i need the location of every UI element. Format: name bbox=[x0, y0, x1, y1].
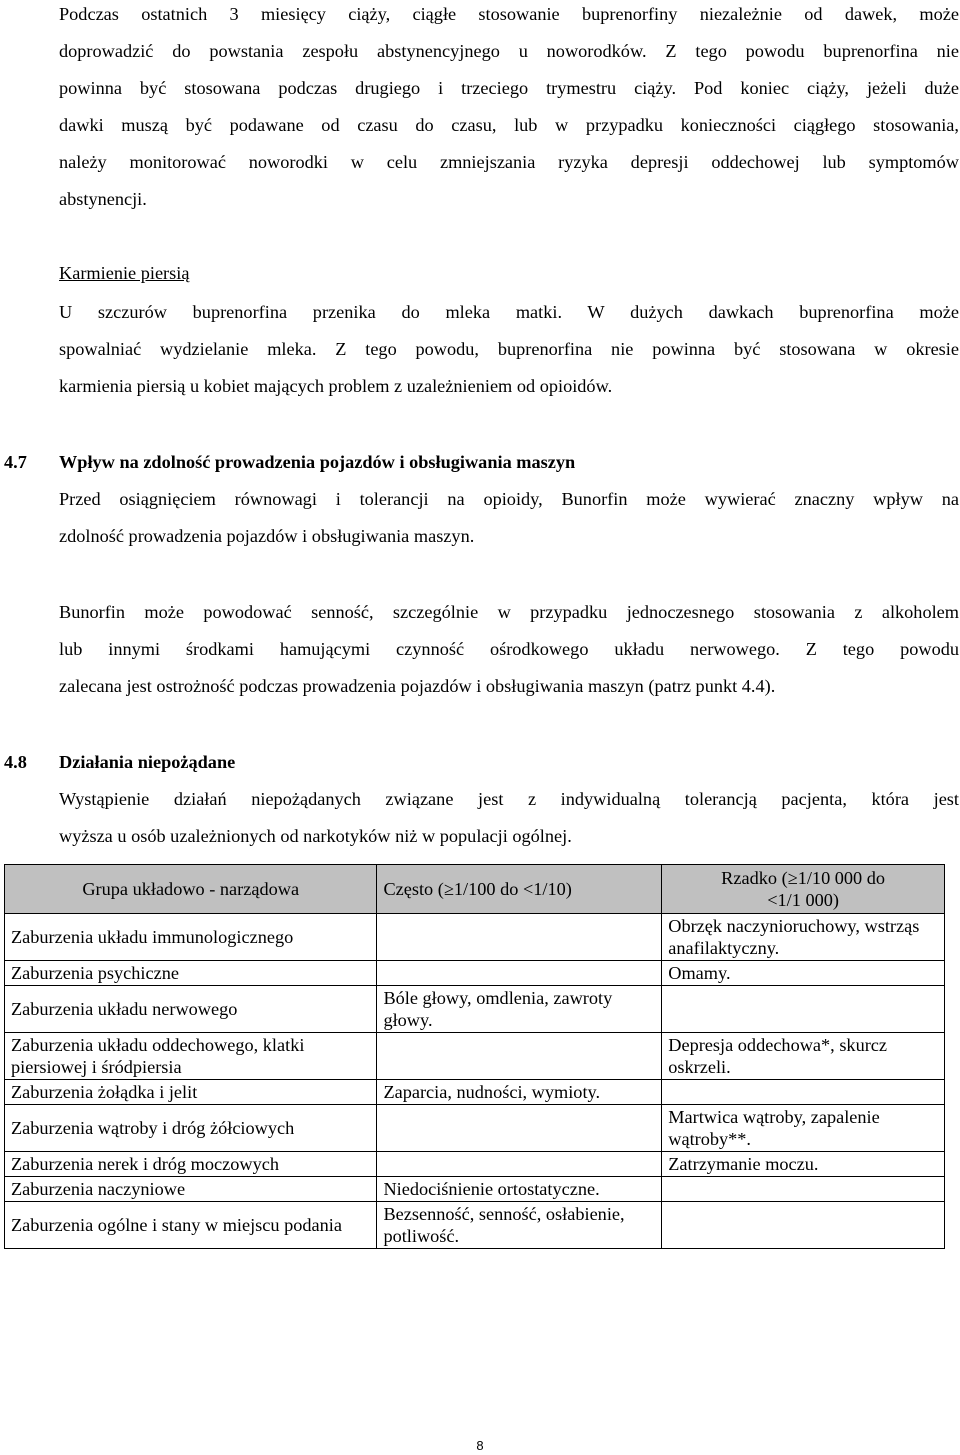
text-line: zalecana jest ostrożność podczas prowadzenia pojazdów i obsługiwania maszyn (patrz punkt 4.4). bbox=[59, 676, 776, 696]
rare-cell: Martwica wątroby, zapalenie wątroby**. bbox=[662, 1105, 945, 1152]
text-line: dawki muszą być podawane od czasu do czasu, lub w przypadku konieczności ciągłego stosowania, bbox=[59, 115, 959, 135]
table-row bbox=[5, 986, 945, 1033]
often-cell: Bezsenność, senność, osłabienie, potliwość. bbox=[377, 1202, 662, 1249]
rare-cell: Obrzęk naczynioruchowy, wstrząs anafilaktyczny. bbox=[662, 914, 945, 961]
rare-cell bbox=[662, 1080, 945, 1105]
header-rare bbox=[662, 865, 945, 914]
organ-class-cell: Zaburzenia naczyniowe bbox=[5, 1177, 377, 1202]
often-cell: Bóle głowy, omdlenia, zawroty głowy. bbox=[377, 986, 662, 1033]
rare-cell bbox=[662, 1177, 945, 1202]
header-rare-line2: <1/1 000) bbox=[767, 890, 839, 910]
often-cell bbox=[377, 1152, 662, 1177]
section-4-7-paragraph-2 bbox=[59, 594, 959, 705]
table-row bbox=[5, 961, 945, 986]
table-row bbox=[5, 1177, 945, 1202]
table-header-row bbox=[5, 865, 945, 914]
text-line: lub innymi środkami hamującymi czynność ośrodkowego układu nerwowego. Z tego powodu bbox=[59, 639, 959, 659]
text-line: należy monitorować noworodki w celu zmniejszania ryzyka depresji oddechowej lub symptomów bbox=[59, 152, 959, 172]
organ-class-cell: Zaburzenia nerek i dróg moczowych bbox=[5, 1152, 377, 1177]
section-4-8-title bbox=[4, 744, 236, 781]
breastfeeding-paragraph bbox=[59, 294, 959, 405]
adverse-reactions-table bbox=[4, 864, 945, 1249]
pregnancy-paragraph bbox=[59, 0, 959, 218]
header-often: Często (≥1/100 do <1/10) bbox=[377, 865, 662, 914]
section-title-text: Działania niepożądane bbox=[59, 752, 236, 772]
header-organ-class: Grupa układowo - narządowa bbox=[5, 865, 377, 914]
organ-class-cell: Zaburzenia układu immunologicznego bbox=[5, 914, 377, 961]
rare-cell bbox=[662, 986, 945, 1033]
section-number: 4.7 bbox=[4, 452, 27, 472]
text-line: U szczurów buprenorfina przenika do mleka matki. W dużych dawkach buprenorfina może bbox=[59, 302, 959, 322]
often-cell bbox=[377, 1105, 662, 1152]
often-cell: Zaparcia, nudności, wymioty. bbox=[377, 1080, 662, 1105]
page-number: 8 bbox=[476, 1438, 484, 1453]
header-rare-line1: Rzadko (≥1/10 000 do bbox=[721, 868, 886, 888]
section-4-7-title bbox=[4, 444, 576, 481]
table-row bbox=[5, 1033, 945, 1080]
often-cell: Niedociśnienie ortostatyczne. bbox=[377, 1177, 662, 1202]
rare-cell bbox=[662, 1202, 945, 1249]
organ-class-cell: Zaburzenia psychiczne bbox=[5, 961, 377, 986]
table-row bbox=[5, 1202, 945, 1249]
often-cell bbox=[377, 961, 662, 986]
section-4-8-intro bbox=[59, 781, 959, 855]
section-4-7-paragraph-1 bbox=[59, 481, 959, 555]
rare-cell: Depresja oddechowa*, skurcz oskrzeli. bbox=[662, 1033, 945, 1080]
text-line: spowalniać wydzielanie mleka. Z tego powodu, buprenorfina nie powinna być stosowana w okresie bbox=[59, 339, 959, 359]
breastfeeding-heading: Karmienie piersią bbox=[59, 263, 190, 283]
text-line: doprowadzić do powstania zespołu abstynencyjnego u noworodków. Z tego powodu buprenorfina nie bbox=[59, 41, 959, 61]
section-number: 4.8 bbox=[4, 752, 27, 772]
text-line: Wystąpienie działań niepożądanych związane jest z indywidualną tolerancją pacjenta, która jest bbox=[59, 789, 959, 809]
rare-cell: Omamy. bbox=[662, 961, 945, 986]
text-line: abstynencji. bbox=[59, 189, 147, 209]
text-line: wyższa u osób uzależnionych od narkotyków niż w populacji ogólnej. bbox=[59, 826, 572, 846]
table-row bbox=[5, 1105, 945, 1152]
often-cell bbox=[377, 914, 662, 961]
text-line: Podczas ostatnich 3 miesięcy ciąży, ciągłe stosowanie buprenorfiny niezależnie od dawek, może bbox=[59, 4, 959, 24]
organ-class-cell: Zaburzenia układu nerwowego bbox=[5, 986, 377, 1033]
table-row bbox=[5, 914, 945, 961]
organ-class-cell: Zaburzenia wątroby i dróg żółciowych bbox=[5, 1105, 377, 1152]
organ-class-cell: Zaburzenia ogólne i stany w miejscu podania bbox=[5, 1202, 377, 1249]
organ-class-cell: Zaburzenia układu oddechowego, klatki piersiowej i śródpiersia bbox=[5, 1033, 377, 1080]
text-line: Przed osiągnięciem równowagi i tolerancji na opioidy, Bunorfin może wywierać znaczny wpływ na bbox=[59, 489, 959, 509]
rare-cell: Zatrzymanie moczu. bbox=[662, 1152, 945, 1177]
often-cell bbox=[377, 1033, 662, 1080]
text-line: Bunorfin może powodować senność, szczególnie w przypadku jednoczesnego stosowania z alkoholem bbox=[59, 602, 959, 622]
section-title-text: Wpływ na zdolność prowadzenia pojazdów i obsługiwania maszyn bbox=[59, 452, 576, 472]
table-row bbox=[5, 1152, 945, 1177]
text-line: karmienia piersią u kobiet mających problem z uzależnieniem od opioidów. bbox=[59, 376, 613, 396]
organ-class-cell: Zaburzenia żołądka i jelit bbox=[5, 1080, 377, 1105]
text-line: powinna być stosowana podczas drugiego i trzeciego trymestru ciąży. Pod koniec ciąży, jeżeli duże bbox=[59, 78, 959, 98]
text-line: zdolność prowadzenia pojazdów i obsługiwania maszyn. bbox=[59, 526, 475, 546]
table-row bbox=[5, 1080, 945, 1105]
